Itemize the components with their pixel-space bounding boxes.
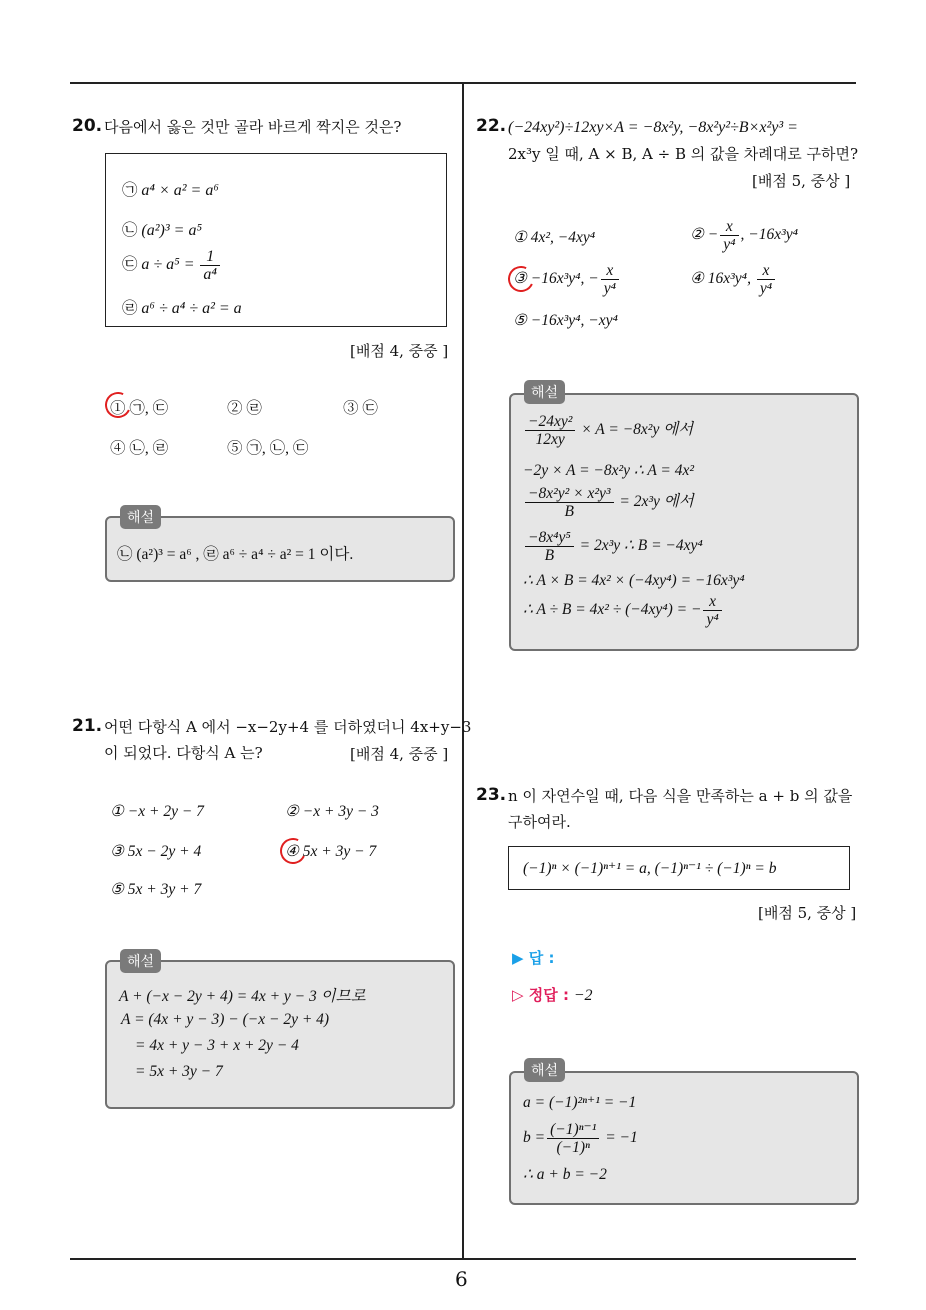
q21-solution-line1: A + (−x − 2y + 4) = 4x + y − 3 이므로	[119, 988, 366, 1005]
q21-question-line1: 어떤 다항식 A 에서 −x−2y+4 를 더하였더니 4x+y−3	[104, 718, 472, 736]
q23-correct-label: ▷ 정답 :	[512, 986, 569, 1004]
q22-option-1[interactable]: ① 4x², −4xy⁴	[513, 229, 596, 246]
q22-solution-line5: ∴ A × B = 4x² × (−4xy⁴) = −16x³y⁴	[523, 572, 745, 589]
q21-option-4[interactable]: ④ 5x + 3y − 7	[285, 843, 377, 860]
q22-solution-line4: $\frac{\text{−8x⁴y⁵}}{B}$ = 2x³y ∴ B = −4xy⁴	[523, 529, 703, 564]
q23-meta: [배점 5, 중상 ]	[758, 904, 857, 922]
q21-solution-line4: = 5x + 3y − 7	[135, 1063, 223, 1080]
q21-meta: [배점 4, 중중 ]	[350, 745, 449, 763]
q23-question-line1: n 이 자연수일 때, 다음 식을 만족하는 a + b 의 값을	[508, 787, 853, 805]
q23-solution-line3: ∴ a + b = −2	[523, 1166, 607, 1183]
q23-condition-box	[508, 846, 850, 890]
q21-option-2[interactable]: ② −x + 3y − 3	[285, 803, 379, 820]
q20-option-4[interactable]: ④ ㉡, ㉣	[110, 440, 169, 457]
q20-question: 다음에서 옳은 것만 골라 바르게 짝지은 것은?	[104, 118, 402, 136]
bottom-rule	[70, 1258, 856, 1260]
q21-number: 21.	[72, 716, 103, 736]
q22-option-4[interactable]: ④ 16x³y⁴, $\frac{x}{\text{y⁴}}$	[690, 262, 777, 297]
q23-answer-label: ▶ 답 :	[512, 949, 555, 967]
q20-statement-box	[105, 153, 447, 327]
q22-meta: [배점 5, 중상 ]	[752, 172, 851, 190]
q20-meta: [배점 4, 중중 ]	[350, 342, 449, 360]
q22-solution-line2: −2y × A = −8x²y ∴ A = 4x²	[523, 462, 695, 479]
q22-solution-line1: $\frac{\text{−24xy²}}{12xy}$ × A = −8x²y 에서	[523, 413, 693, 448]
q21-solution-line2: A = (4x + y − 3) − (−x − 2y + 4)	[121, 1011, 330, 1028]
q22-question-line1: (−24xy²)÷12xy×A = −8x²y, −8x²y²÷B×x²y³ =	[508, 119, 798, 136]
q21-question-line2: 이 되었다. 다항식 A 는?	[104, 744, 263, 762]
q22-option-3[interactable]: ③ −16x³y⁴, − $\frac{x}{\text{y⁴}}$	[513, 262, 621, 297]
q22-number: 22.	[476, 116, 507, 136]
q20-solution-tag: 해설	[120, 505, 161, 529]
q22-solution-line6: ∴ A ÷ B = 4x² ÷ (−4xy⁴) = − $\frac{x}{\text{y⁴}}$	[523, 593, 724, 628]
q23-number: 23.	[476, 785, 507, 805]
q21-solution-box	[105, 960, 455, 1109]
q20-solution-text: ㉡ (a²)³ = a⁶ , ㉣ a⁶ ÷ a⁴ ÷ a² = 1 이다.	[117, 546, 354, 563]
q23-correct-value: −2	[573, 987, 593, 1004]
q21-solution-line3: = 4x + y − 3 + x + 2y − 4	[135, 1037, 299, 1054]
q23-condition: (−1)ⁿ × (−1)ⁿ⁺¹ = a, (−1)ⁿ⁻¹ ÷ (−1)ⁿ = b	[523, 860, 777, 877]
q21-option-3[interactable]: ③ 5x − 2y + 4	[110, 843, 202, 860]
q20-statement-4: ㉣ a⁶ ÷ a⁴ ÷ a² = a	[122, 300, 242, 317]
q21-option-5[interactable]: ⑤ 5x + 3y + 7	[110, 881, 202, 898]
q20-option-2[interactable]: ② ㉣	[227, 400, 262, 417]
q21-option-1[interactable]: ① −x + 2y − 7	[110, 803, 204, 820]
q21-solution-tag: 해설	[120, 949, 161, 973]
selected-answer-mark	[276, 834, 309, 867]
q22-solution-line3: $\frac{\text{−8x²y² × x²y³}}{B}$ = 2x³y 에서	[523, 485, 694, 520]
q20-statement-3: ㉢ a ÷ a⁵ = $\frac{1}{\text{a⁴}}$	[122, 248, 222, 283]
column-divider	[462, 83, 464, 1259]
page-number: 6	[455, 1267, 468, 1291]
q22-option-5[interactable]: ⑤ −16x³y⁴, −xy⁴	[513, 312, 618, 329]
q23-solution-line1: a = (−1)²ⁿ⁺¹ = −1	[523, 1094, 637, 1111]
q22-solution-tag: 해설	[524, 380, 565, 404]
q22-question-line2: 2x³y 일 때, A × B, A ÷ B 의 값을 차례대로 구하면?	[508, 145, 859, 163]
q23-solution-line2: b = $\frac{\text{(−1)ⁿ⁻¹}}{\text{(−1)ⁿ}}$ = −1	[523, 1121, 638, 1156]
q20-number: 20.	[72, 116, 103, 136]
q23-solution-box	[509, 1071, 859, 1205]
q20-option-3[interactable]: ③ ㉢	[343, 400, 378, 417]
q23-solution-tag: 해설	[524, 1058, 565, 1082]
q22-solution-box	[509, 393, 859, 651]
q20-statement-1: ㉠ a⁴ × a² = a⁶	[122, 182, 219, 199]
q22-option-2[interactable]: ② − $\frac{x}{\text{y⁴}}$ , −16x³y⁴	[690, 218, 799, 253]
q20-option-5[interactable]: ⑤ ㉠, ㉡, ㉢	[227, 440, 309, 457]
q23-correct-answer	[512, 984, 593, 1005]
q23-question-line2: 구하여라.	[508, 813, 571, 831]
q20-option-1[interactable]: ① ㉠, ㉢	[110, 400, 169, 417]
q20-statement-2: ㉡ (a²)³ = a⁵	[122, 222, 202, 239]
